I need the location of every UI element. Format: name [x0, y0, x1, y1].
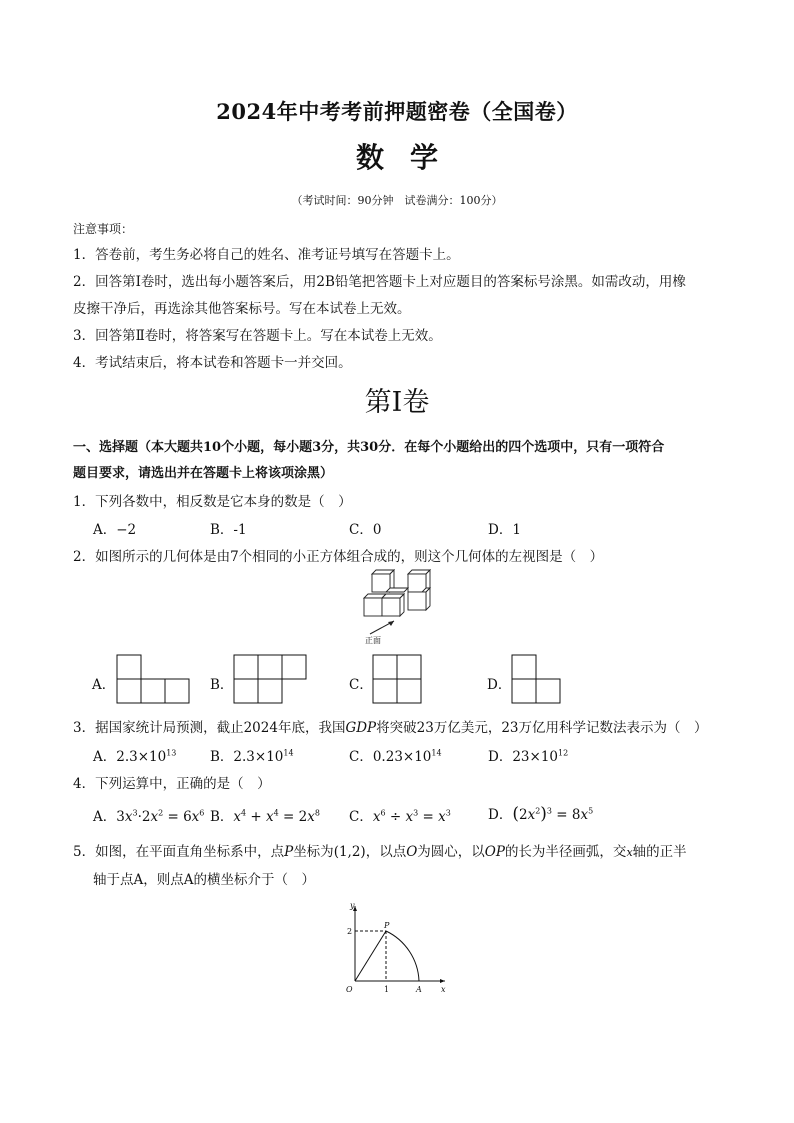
q4-option-c[interactable]: C．$x^6 \div x^3 = x^3$ [349, 808, 451, 825]
q3-option-b[interactable]: B．$2.3\times 10^{14}$ [210, 748, 294, 765]
note-item: 4．考试结束后，将本试卷和答题卡一并交回。 [73, 355, 352, 371]
q1-stem: 1．下列各数中，相反数是它本身的数是（ ） [73, 494, 352, 510]
note-item: 3．回答第Ⅱ卷时，将答案写在答题卡上。写在本试卷上无效。 [73, 328, 442, 344]
q5-p-label: P [384, 921, 390, 930]
q2-stem: 2．如图所示的几何体是由7个相同的小正方体组合成的，则这个几何体的左视图是（ ） [73, 549, 604, 565]
q2-option-d[interactable]: D． [487, 677, 512, 693]
q2-front-label: 正面 [365, 636, 381, 645]
q5-stem-line1: 5．如图，在平面直角坐标系中，点P坐标为(1,2)，以点O为圆心，以OP的长为半径画弧，交x轴的正半 [73, 844, 687, 860]
section-title: 第Ⅰ卷 [364, 387, 430, 418]
q5-tick-2: 2 [347, 927, 353, 936]
q5-coordinate-figure [340, 898, 455, 1003]
note-item: 1．答卷前，考生务必将自己的姓名、准考证号填写在答题卡上。 [73, 247, 460, 263]
q1-option-d: D．1 [488, 522, 521, 538]
exam-info: （考试时间：90分钟 试卷满分：100分） [291, 194, 503, 207]
q2-option-d-figure [512, 655, 564, 705]
q2-option-c[interactable]: C． [349, 677, 373, 693]
q5-o-label: O [346, 985, 353, 994]
note-item: 皮擦干净后，再选涂其他答案标号。写在本试卷上无效。 [73, 301, 411, 317]
q1-option-a: A．−2 [93, 522, 137, 538]
q5-stem-line2: 轴于点A，则点A的横坐标介于（ ） [93, 872, 315, 888]
q3-option-c[interactable]: C．$0.23\times 10^{14}$ [349, 748, 442, 765]
q4-stem: 4．下列运算中，正确的是（ ） [73, 776, 271, 792]
q3-option-a[interactable]: A．$2.3\times 10^{13}$ [93, 748, 177, 765]
q5-a-label: A [416, 985, 422, 994]
q3-option-d[interactable]: D．$23\times 10^{12}$ [488, 748, 569, 765]
q1-option-b: B．-1 [210, 522, 247, 538]
q2-option-a-figure [117, 655, 192, 705]
notes-heading: 注意事项： [73, 222, 134, 236]
q2-option-c-figure [373, 655, 425, 705]
q4-option-a[interactable]: A．$3x^3\cdot 2x^2 = 6x^6$ [93, 808, 205, 825]
q5-x-label: x [441, 985, 446, 994]
section-intro: 题目要求，请选出并在答题卡上将该项涂黑） [73, 466, 334, 481]
q4-option-b[interactable]: B．$x^4 + x^4 = 2x^8$ [210, 808, 320, 825]
note-item: 2．回答第Ⅰ卷时，选出每小题答案后，用2B铅笔把答题卡上对应题目的答案标号涂黑。如需改动，用橡 [73, 274, 686, 290]
q5-tick-1: 1 [384, 985, 390, 994]
q2-option-a[interactable]: A． [92, 677, 116, 693]
q2-option-b-figure [234, 655, 309, 705]
q2-option-b[interactable]: B． [210, 677, 234, 693]
subject-title: 数学 [355, 141, 464, 174]
section-intro: 一、选择题（本大题共10个小题，每小题3分，共30分．在每个小题给出的四个选项中，只有一项符合 [73, 440, 665, 455]
q3-stem: 3．据国家统计局预测，截止2024年底，我国GDP将突破23万亿美元，23万亿用科学记数法表示为（ ） [73, 720, 708, 736]
q1-option-c: C．0 [349, 522, 382, 538]
q5-y-label: y [350, 901, 355, 910]
page-title: 2024年中考考前押题密卷（全国卷） [216, 99, 578, 124]
q4-option-d[interactable]: D．$(2x^2)^3 = 8x^5$ [488, 804, 594, 824]
